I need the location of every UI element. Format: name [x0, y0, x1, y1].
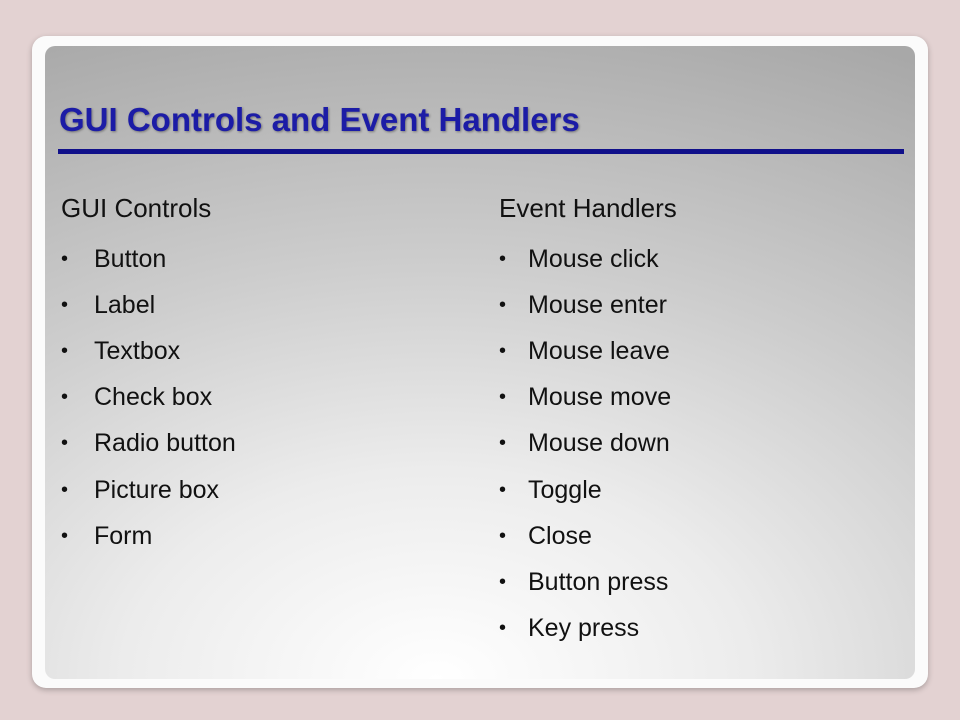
list-item-label: Button	[94, 244, 167, 273]
bullet-icon: •	[499, 386, 507, 409]
list-item-label: Key press	[528, 614, 640, 643]
list-item-label: Mouse enter	[528, 290, 667, 319]
list-item-label: Check box	[94, 383, 213, 412]
slide	[45, 46, 915, 679]
list-item	[499, 606, 899, 652]
list-item-label: Button press	[528, 567, 669, 596]
list-item	[61, 513, 481, 559]
list-item	[61, 467, 481, 513]
event-handlers-list	[499, 236, 899, 652]
bullet-icon: •	[61, 432, 69, 455]
list-item	[499, 467, 899, 513]
bullet-icon: •	[61, 478, 69, 501]
list-item-label: Textbox	[94, 336, 181, 365]
bullet-icon: •	[499, 478, 507, 501]
bullet-icon: •	[499, 617, 507, 640]
list-item-label: Mouse move	[528, 383, 672, 412]
bullet-icon: •	[499, 524, 507, 547]
list-item	[499, 236, 899, 282]
bullet-icon: •	[499, 432, 507, 455]
event-handlers-column	[499, 188, 899, 652]
event-handlers-heading: Event Handlers	[499, 193, 677, 223]
list-item	[499, 328, 899, 374]
list-item	[499, 375, 899, 421]
list-item-label: Mouse down	[528, 429, 670, 458]
gui-controls-list	[61, 236, 481, 559]
list-item-label: Radio button	[94, 429, 236, 458]
bullet-icon: •	[499, 570, 507, 593]
bullet-icon: •	[61, 339, 69, 362]
list-item	[61, 375, 481, 421]
list-item	[61, 236, 481, 282]
list-item	[499, 513, 899, 559]
bullet-icon: •	[499, 293, 507, 316]
list-item-label: Mouse leave	[528, 336, 670, 365]
slide-title: GUI Controls and Event Handlers	[59, 101, 580, 138]
bullet-icon: •	[499, 247, 507, 270]
bullet-icon: •	[61, 293, 69, 316]
list-item-label: Label	[94, 290, 156, 319]
list-item	[61, 421, 481, 467]
list-item	[499, 421, 899, 467]
list-item	[499, 559, 899, 605]
list-item-label: Form	[94, 521, 153, 550]
list-item	[61, 282, 481, 328]
list-item-label: Toggle	[528, 475, 602, 504]
bullet-icon: •	[61, 386, 69, 409]
list-item-label: Mouse click	[528, 244, 659, 273]
bullet-icon: •	[61, 247, 69, 270]
list-item	[61, 328, 481, 374]
list-item	[499, 282, 899, 328]
bullet-icon: •	[61, 524, 69, 547]
gui-controls-heading: GUI Controls	[61, 193, 212, 223]
title-underline	[58, 149, 904, 154]
bullet-icon: •	[499, 339, 507, 362]
list-item-label: Close	[528, 521, 592, 550]
list-item-label: Picture box	[94, 475, 220, 504]
gui-controls-column	[61, 188, 481, 559]
